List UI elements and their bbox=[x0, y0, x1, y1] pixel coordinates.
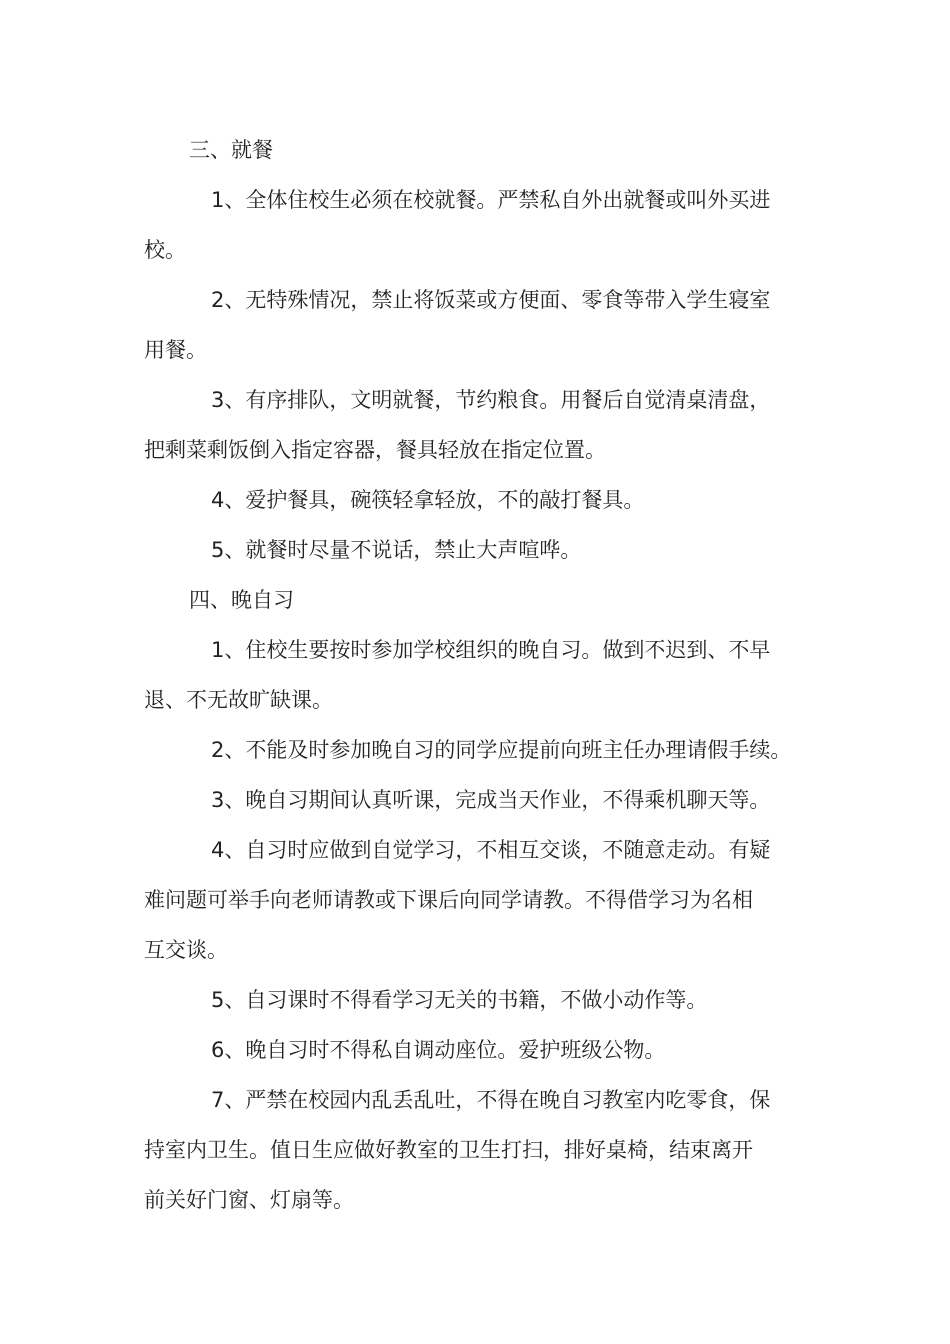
rule-study-6: 6、晚自习时不得私自调动座位。爱护班级公物。 bbox=[211, 1038, 666, 1062]
section-heading-evening-study: 四、晚自习 bbox=[189, 588, 294, 612]
rule-study-1-cont: 退、不无故旷缺课。 bbox=[144, 688, 333, 712]
rule-study-2: 2、不能及时参加晚自习的同学应提前向班主任办理请假手续。 bbox=[211, 738, 792, 762]
rule-study-1: 1、住校生要按时参加学校组织的晚自习。做到不迟到、不早 bbox=[211, 638, 771, 662]
rule-dining-2-cont: 用餐。 bbox=[144, 338, 207, 362]
rule-dining-1-cont: 校。 bbox=[144, 238, 186, 262]
rule-dining-4: 4、爱护餐具，碗筷轻拿轻放，不的敲打餐具。 bbox=[211, 488, 645, 512]
rule-study-7-cont2: 前关好门窗、灯扇等。 bbox=[144, 1188, 354, 1212]
rule-study-7: 7、严禁在校园内乱丢乱吐，不得在晚自习教室内吃零食，保 bbox=[211, 1088, 771, 1112]
rule-dining-1: 1、全体住校生必须在校就餐。严禁私自外出就餐或叫外买进 bbox=[211, 188, 771, 212]
rule-dining-2: 2、无特殊情况，禁止将饭菜或方便面、零食等带入学生寝室 bbox=[211, 288, 771, 312]
section-heading-dining: 三、就餐 bbox=[189, 138, 273, 162]
rule-dining-3-cont: 把剩菜剩饭倒入指定容器，餐具轻放在指定位置。 bbox=[144, 438, 606, 462]
rule-study-3: 3、晚自习期间认真听课，完成当天作业，不得乘机聊天等。 bbox=[211, 788, 771, 812]
rule-study-4: 4、自习时应做到自觉学习，不相互交谈，不随意走动。有疑 bbox=[211, 838, 771, 862]
rule-study-5: 5、自习课时不得看学习无关的书籍，不做小动作等。 bbox=[211, 988, 708, 1012]
rule-dining-3: 3、有序排队，文明就餐，节约粮食。用餐后自觉清桌清盘， bbox=[211, 388, 771, 412]
rule-study-4-cont: 难问题可举手向老师请教或下课后向同学请教。不得借学习为名相 bbox=[144, 888, 753, 912]
rule-study-4-cont2: 互交谈。 bbox=[144, 938, 228, 962]
rule-dining-5: 5、就餐时尽量不说话，禁止大声喧哗。 bbox=[211, 538, 582, 562]
rule-study-7-cont: 持室内卫生。值日生应做好教室的卫生打扫，排好桌椅，结束离开 bbox=[144, 1138, 753, 1162]
